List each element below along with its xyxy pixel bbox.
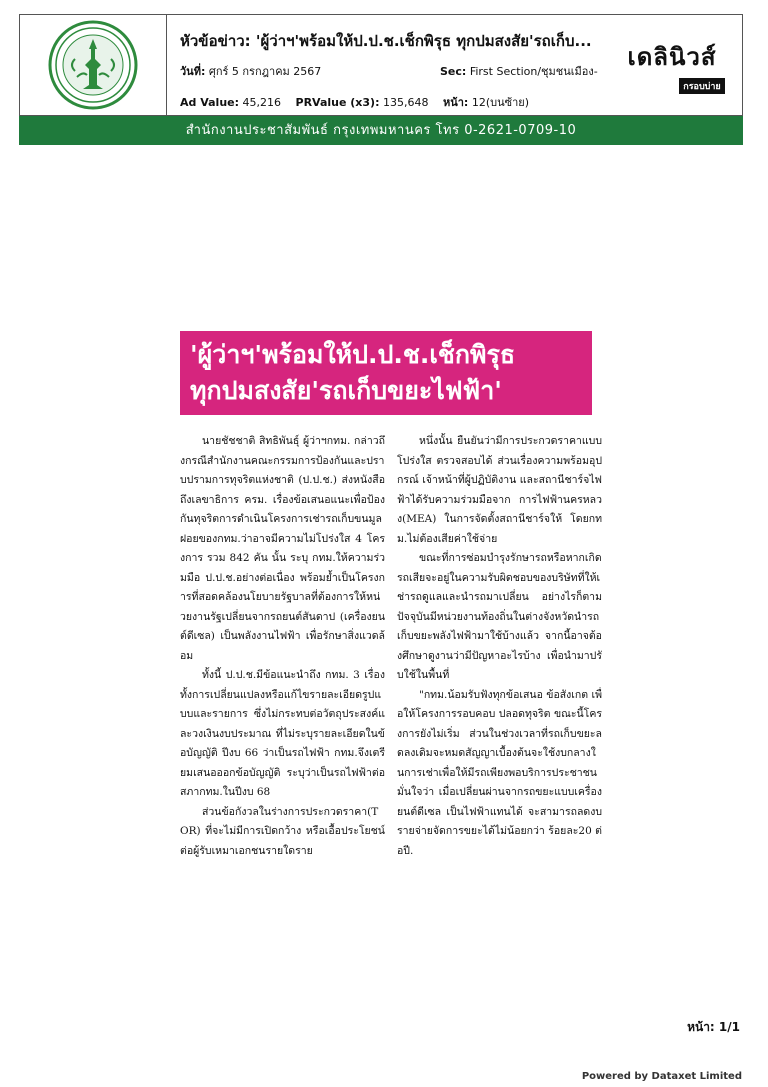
date-label: วันที่: — [180, 65, 206, 78]
page-label: หน้า: — [442, 96, 469, 109]
article-column-right — [397, 432, 602, 861]
clipping-header — [19, 14, 743, 116]
article-paragraph: ส่วนข้อกังวลในร่างการประกวดราคา(TOR) ที่จะไม่มีการเปิดกว้าง หรือเอื้อประโยชน์ต่อผู้รับเหมาเอกชนรายใดราย — [180, 805, 385, 857]
edition-tag: กรอบบ่าย — [679, 78, 724, 94]
powered-by-footer: Powered by Dataxet Limited — [581, 1071, 742, 1082]
date-row — [180, 62, 321, 80]
article-title — [180, 331, 592, 415]
article-column-left — [180, 432, 385, 861]
article-paragraph: นายชัชชาติ สิทธิพันธุ์ ผู้ว่าฯกทม. กล่าวถึงกรณีสำนักงานคณะกรรมการป้องกันและปราบปรามการทุจริตแห่งชาติ (ป.ป.ช.) ส่งหนังสือถึงเลขาธิการ ครม. เรื่องข้อเสนอแนะเพื่อป้องกันทุจริตการดำเนินโครงการเช่ารถเก็บขนมูลฝอยของกทม.ว่าอาจมีความไม่โปร่งใส 4 โครงการ รวม 842 คัน นั้น ระบุ กทม.ให้ความร่วมมือ ป.ป.ช.อย่างต่อเนื่อง พร้อมย้ำเป็นโครงการที่สอดคล้องนโยบายรัฐบาลที่ต้องการให้หน่วยงานรัฐเปลี่ยนจากรถยนต์สันดาป (เครื่องยนต์ดีเซล) เป็นพลังงานไฟฟ้า เพื่อรักษาสิ่งแวดล้อม — [180, 435, 385, 662]
pr-office-banner: สำนักงานประชาสัมพันธ์ กรุงเทพมหานคร โทร 0-2621-0709-10 — [19, 116, 743, 145]
headline-row — [180, 29, 600, 53]
pr-value: 135,648 — [382, 96, 429, 109]
newspaper-logo: เดลินิวส์ — [627, 42, 717, 71]
bma-logo-cell — [20, 15, 167, 115]
ad-value-label: Ad Value: — [180, 96, 240, 109]
article-paragraph: หนึ่งนั้น ยืนยันว่ามีการประกวดราคาแบบโปร่งใส ตรวจสอบได้ ส่วนเรื่องความพร้อมอุปกรณ์ เจ้าหน้าที่ผู้ปฏิบัติงาน และสถานีชาร์จไฟฟ้าได้รับความร่วมมือจาก การไฟฟ้านครหลวง(MEA) ในการจัดตั้งสถานีชาร์จให้ โดยกทม.ไม่ต้องเสียค่าใช้จ่าย — [397, 435, 602, 545]
value-row — [180, 93, 533, 111]
page-indicator: หน้า: 1/1 — [687, 1020, 740, 1034]
bma-seal-logo-icon — [47, 19, 139, 111]
section-row — [440, 62, 610, 80]
ad-value: 45,216 — [242, 96, 282, 109]
page-value: 12(บนซ้าย) — [471, 96, 530, 109]
headline-label: หัวข้อข่าว: — [180, 32, 251, 50]
clipping-info — [180, 15, 600, 115]
date-value: ศุกร์ 5 กรกฎาคม 2567 — [208, 65, 322, 78]
article-paragraph: ทั้งนี้ ป.ป.ช.มีข้อแนะนำถึง กทม. 3 เรื่อง ทั้งการเปลี่ยนแปลงหรือแก้ไขรายละเอียดรูปแบบและรายการ ซึ่งไม่กระทบต่อวัตถุประสงค์และวงเงินงบประมาณ ที่ไม่ระบุรายละเอียดในข้อบัญญัติ ปีงบ 66 ว่าเป็นรถไฟฟ้า กทม.จึงเตรียมเสนอออกข้อบัญญัติ ระบุว่าเป็นรถไฟฟ้าต่อสภากทม.ในปีงบ 68 — [180, 669, 385, 798]
section-label: Sec: — [440, 65, 467, 78]
article-title-line-1: 'ผู้ว่าฯ'พร้อมให้ป.ป.ช.เช็กพิรุธ — [190, 340, 516, 369]
headline-text: 'ผู้ว่าฯ'พร้อมให้ป.ป.ช.เช็กพิรุธ ทุกปมสงสัย'รถเก็บ... — [255, 32, 592, 50]
article-paragraph: "กทม.น้อมรับฟังทุกข้อเสนอ ข้อสังเกต เพื่อให้โครงการรอบคอบ ปลอดทุจริต ขณะนี้โครงการยังไม่เริ่ม ส่วนในช่วงเวลาที่รถเก็บขยะลดลงเดิมจะหมดสัญญาเบื้องต้นจะใช้งบกลางในการเช่าเพื่อให้มีรถเพียงพอบริการประชาชน มั่นใจว่า เมื่อเปลี่ยนผ่านจากรถขยะแบบเครื่องยนต์ดีเซล เป็นไฟฟ้าแทนได้ จะสามารถลดงบรายจ่ายจัดการขยะได้ไม่น้อยกว่า ร้อยละ20 ต่อปี. — [397, 688, 602, 857]
newspaper-brand — [602, 15, 742, 115]
section-value: First Section/ชุมชนเมือง- — [469, 65, 598, 78]
article-title-line-2: ทุกปมสงสัย'รถเก็บขยะไฟฟ้า' — [190, 376, 502, 405]
pr-value-label: PRValue (x3): — [295, 96, 380, 109]
article-paragraph: ขณะที่การซ่อมบำรุงรักษารถหรือหากเกิดรถเสียจะอยู่ในความรับผิดชอบของบริษัทที่ให้เช่ารถดูแลและนำรถมาเปลี่ยน อย่างไรก็ตาม ปัจจุบันมีหน่วยงานท้องถิ่นในต่างจังหวัดนำรถเก็บขยะพลังไฟฟ้ามาใช้บ้างแล้ว จากนี้อาจต้องศึกษาดูงานว่ามีปัญหาอะไรบ้าง เพื่อนำมาปรับใช้ในพื้นที่ — [397, 552, 602, 681]
